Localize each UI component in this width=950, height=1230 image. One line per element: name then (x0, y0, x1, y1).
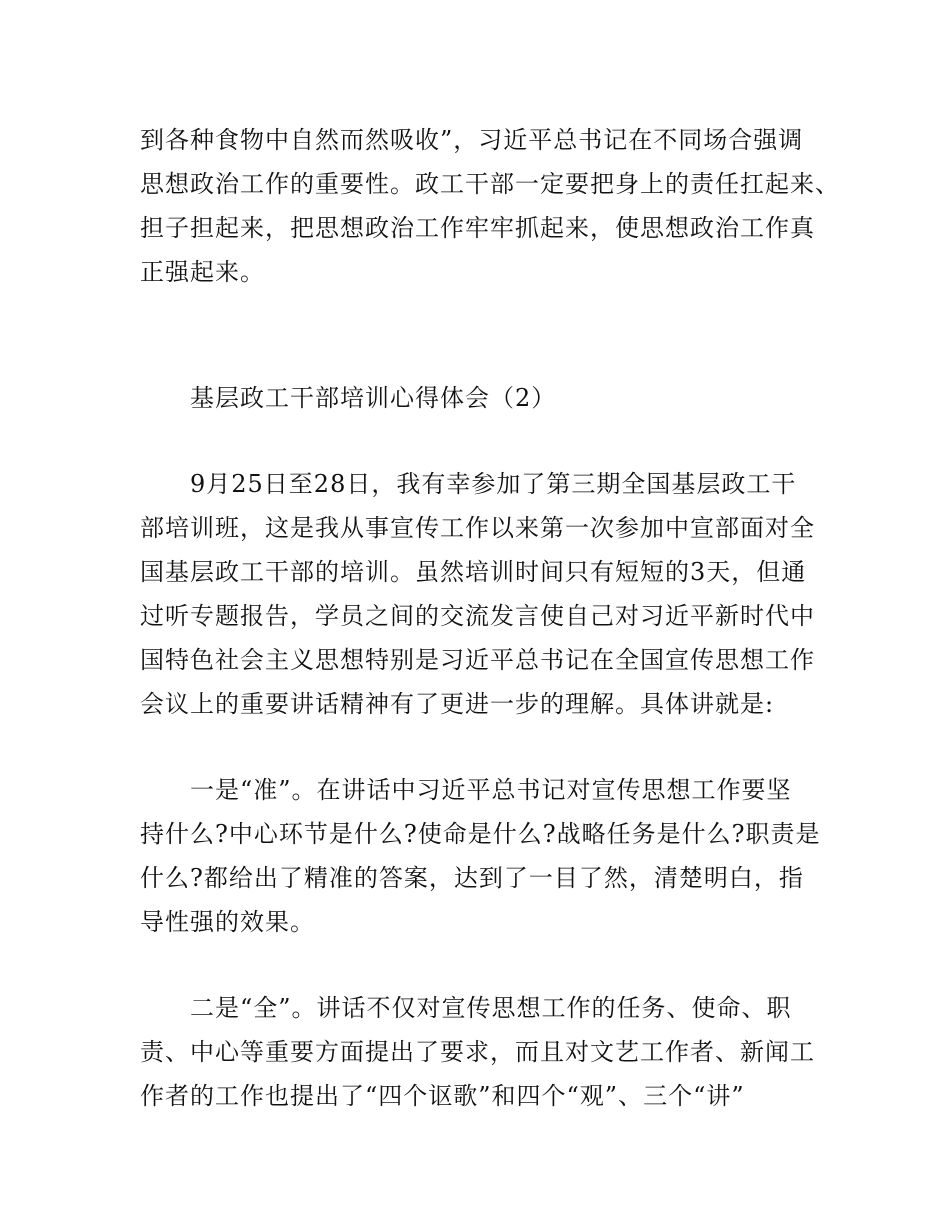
paragraph-line: 思想政治工作的重要性。政工干部一定要把身上的责任扛起来、 (140, 170, 840, 198)
paragraph-line: 什么?都给出了精准的答案，达到了一目了然，清楚明白，指 (140, 864, 804, 892)
paragraph-line: 会议上的重要讲话精神有了更进一步的理解。具体讲就是: (140, 690, 775, 718)
paragraph-line: 责、中心等重要方面提出了要求，而且对文艺工作者、新闻工 (140, 1038, 815, 1066)
paragraph-line: 二是“全”。讲话不仅对宣传思想工作的任务、使命、职 (190, 994, 792, 1022)
paragraph-line: 部培训班，这是我从事宣传工作以来第一次参加中宣部面对全 (140, 514, 815, 542)
paragraph-line: 到各种食物中自然而然吸收”，习近平总书记在不同场合强调 (140, 126, 804, 154)
paragraph-line: 正强起来。 (140, 258, 265, 286)
paragraph-line: 担子担起来，把思想政治工作牢牢抓起来，使思想政治工作真 (140, 214, 815, 242)
paragraph-line: 作者的工作也提出了“四个讴歌”和四个“观”、三个“讲” (140, 1082, 745, 1110)
paragraph-line: 一是“准”。在讲话中习近平总书记对宣传思想工作要坚 (190, 776, 792, 804)
paragraph-line: 国特色社会主义思想特别是习近平总书记在全国宣传思想工作 (140, 646, 815, 674)
paragraph-line: 国基层政工干部的培训。虽然培训时间只有短短的3天，但通 (140, 558, 807, 586)
paragraph-line: 9月25日至28日，我有幸参加了第三期全国基层政工干 (190, 470, 797, 498)
section-heading: 基层政工干部培训心得体会（2） (190, 384, 557, 412)
paragraph-line: 导性强的效果。 (140, 908, 315, 936)
paragraph-line: 过听专题报告，学员之间的交流发言使自己对习近平新时代中 (140, 602, 815, 630)
paragraph-line: 持什么?中心环节是什么?使命是什么?战略任务是什么?职责是 (140, 820, 821, 848)
